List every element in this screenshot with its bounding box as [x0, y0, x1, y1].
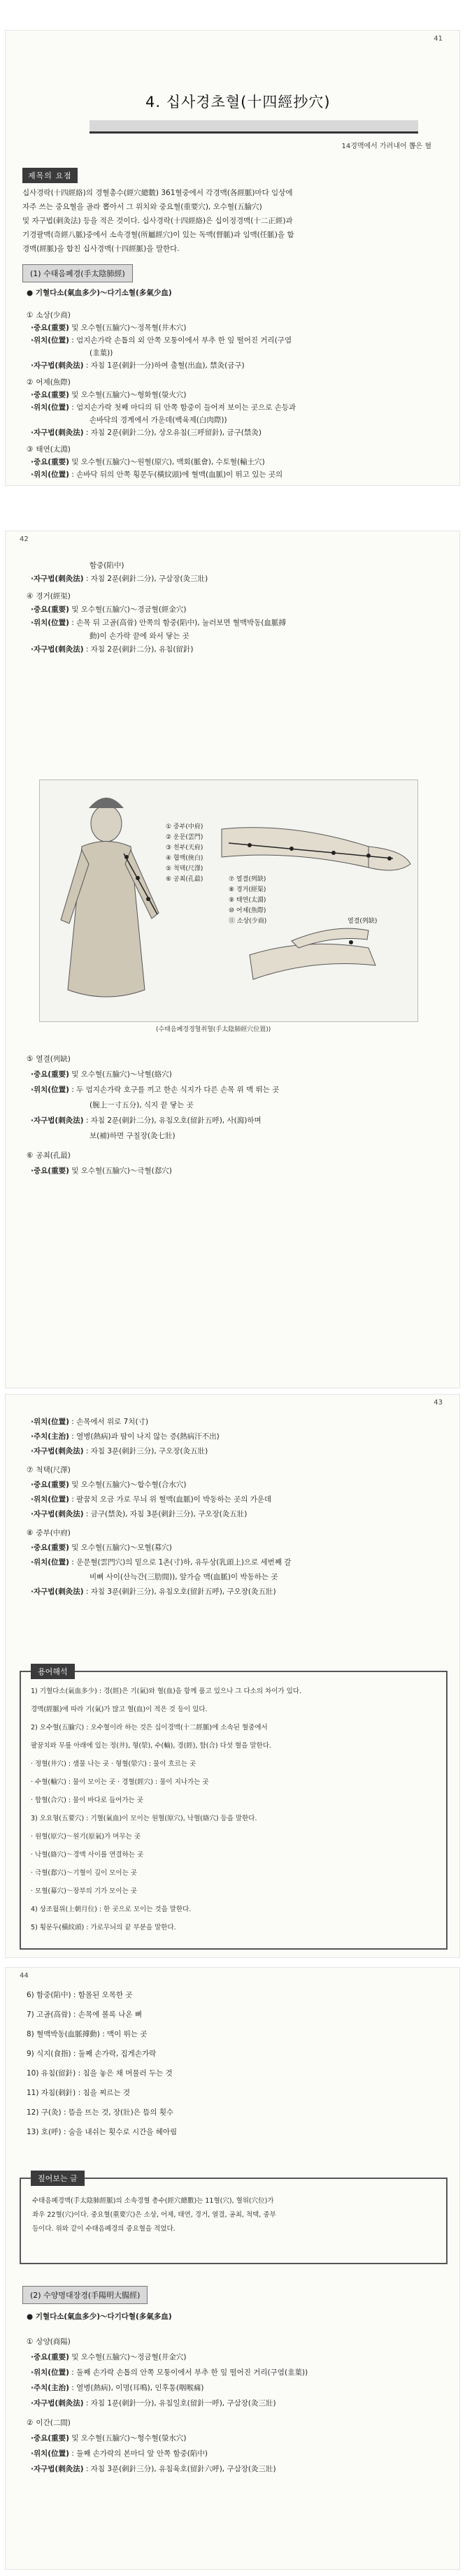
- legend-item: ⑤ 척택(尺澤): [166, 865, 203, 872]
- glossary-item: 5) 횡문두(橫紋頭) : 가로무늬의 끝 부분을 말한다.: [31, 1924, 176, 1931]
- acupoint-detail-cont: 動)이 손가락 끝에 와서 닿는 곳: [90, 632, 189, 640]
- figure-legend: [229, 875, 266, 927]
- detail-label: ·자구법(刺灸法): [31, 361, 84, 370]
- detail-label: ·중요(重要): [31, 1544, 69, 1552]
- point-number: ④: [27, 592, 34, 600]
- acupoint-detail: [31, 359, 245, 372]
- detail-text: : 엄지손가락 손톱의 외 안쪽 모퉁이에서 부추 한 잎 떨어진 거리(구염: [69, 336, 292, 345]
- acupoint-heading: [27, 2336, 71, 2348]
- acupoint-detail: [31, 2366, 308, 2379]
- acupoint-detail-cont: 손바닥의 경계에서 가운데(백육제(白肉際)): [90, 416, 227, 424]
- acupoint-detail: [31, 1493, 271, 1506]
- legend-item: ⑪ 소상(少商): [229, 918, 267, 925]
- detail-text: : 엄지손가락 첫째 마디의 뒤 안쪽 함중이 들어져 보이는 곳으로 손등과: [69, 403, 296, 412]
- legend-item: ⑧ 경거(經渠): [229, 886, 266, 893]
- chapter-title: 4. 십사경초혈(十四經抄穴): [145, 94, 331, 110]
- point-number: ③: [27, 445, 34, 454]
- detail-text: 및 오수혈(五腧穴)～합수혈(合水穴): [69, 1481, 187, 1489]
- detail-label: ·위치(位置): [31, 403, 69, 412]
- acupoint-detail: [31, 1585, 276, 1598]
- term-item: 11) 자침(刺針) : 침을 찌르는 것: [27, 2089, 131, 2097]
- page-4: [6, 1968, 459, 2569]
- detail-label: ·자구법(刺灸法): [31, 1510, 84, 1518]
- detail-label: ·중요(重要): [31, 1070, 69, 1079]
- detail-label: ·자구법(刺灸法): [31, 2399, 84, 2408]
- acupoint-name: 어제(魚際): [36, 378, 71, 387]
- glossary-item: 4) 상조월위(上朝月位) : 한 곳으로 모이는 것을 말한다.: [31, 1906, 192, 1913]
- acupoint-name: 공최(孔最): [36, 1151, 71, 1160]
- detail-text: 및 오수혈(五腧穴)～모혈(募穴): [69, 1544, 172, 1552]
- glossary-item: 2) 오수혈(五腧穴) : 오수혈이라 하는 것은 십이경맥(十二經脈)에 소속된 혈중에서: [31, 1724, 268, 1732]
- detail-label: ·주치(主治): [31, 2384, 69, 2392]
- detail-text: 및 오수혈(五腧穴)～원혈(原穴), 맥회(脈會), 수토혈(輸土穴): [69, 458, 265, 466]
- detail-text: : 운문혈(雲門穴)의 밑으로 1촌(寸)하, 유두상(乳頭上)으로 세번째 갈: [69, 1558, 292, 1567]
- legend-item: ① 중부(中府): [166, 823, 203, 830]
- legend-item: ⑦ 열결(列缺): [229, 876, 266, 883]
- acupoint-detail: [31, 456, 265, 468]
- detail-label: ·위치(位置): [31, 1418, 69, 1426]
- acupoint-heading: [27, 2417, 71, 2429]
- detail-text: : 자침 2푼(刺針二分), 상오유침(三呼留針), 금구(禁灸): [83, 429, 262, 437]
- acupoint-heading: [27, 443, 71, 456]
- detail-label: ·주치(主治): [31, 1432, 69, 1441]
- figure-legend: [166, 822, 203, 885]
- summary-line: 십사경락(十四經絡)의 경혈총수(經穴總數) 361혈중에서 각경맥(各經脈)마다 임상에: [22, 189, 293, 197]
- detail-label: ·중요(重要): [31, 1481, 69, 1489]
- page-3: [6, 1395, 459, 1957]
- legend-item: ② 운문(雲門): [166, 834, 203, 841]
- glossary-item: 1) 기혈다소(氣血多少) : 경(經)은 기(氣)와 혈(血)을 함께 품고 있으나 그 다소의 차이가 있다.: [31, 1688, 301, 1695]
- summary-label: 제목의 요점: [22, 168, 78, 183]
- detail-text: 및 오수혈(五腧穴)～낙혈(絡穴): [69, 1070, 172, 1079]
- detail-label: ·자구법(刺灸法): [31, 2465, 84, 2473]
- detail-label: ·자구법(刺灸法): [31, 1116, 84, 1125]
- acupoint-detail: [31, 1478, 186, 1491]
- term-item: 12) 구(灸) : 뜸을 뜨는 것, 장(壯)은 뜸의 횟수: [27, 2108, 174, 2117]
- acupoint-detail-cont: 함중(陷中): [90, 561, 124, 570]
- detail-label: ·위치(位置): [31, 470, 69, 479]
- detail-text: : 금구(禁灸), 자침 3푼(刺針三分), 구오장(灸五壯): [83, 1510, 248, 1518]
- detail-label: ·위치(位置): [31, 619, 69, 627]
- glossary-item: · 정혈(井穴) : 샘물 나는 곳 · 형혈(滎穴) : 물이 흐르는 곳: [31, 1760, 196, 1768]
- page-number: 43: [434, 1399, 443, 1406]
- page-number: 44: [20, 1972, 29, 1980]
- point-number: ⑥: [27, 1151, 34, 1160]
- detail-text: : 손바닥 뒤의 안쪽 횡문두(橫紋頭)에 혈맥(血脈)이 뛰고 있는 곳의: [69, 470, 283, 479]
- acupoint-heading: [27, 1464, 71, 1476]
- large-intestine-title: (2) 수양명대장경(手陽明大腸經): [22, 2286, 148, 2304]
- detail-text: : 자침 2푼(刺針二分), 유침(留針): [83, 645, 194, 654]
- glossary-item: · 수혈(輸穴) : 물이 모이는 곳 · 경혈(經穴) : 물이 지나가는 곳: [31, 1778, 209, 1786]
- legend-item: ⑩ 어제(魚際): [229, 907, 266, 914]
- detail-text: : 둘째 손가락 손톱의 안쪽 모퉁이에서 부추 한 잎 떨어진 거리(구염(韭葉)): [69, 2368, 308, 2377]
- detail-label: ·위치(位置): [31, 1558, 69, 1567]
- term-item: 10) 유침(留針) : 침을 놓은 채 머물러 두는 것: [27, 2069, 173, 2078]
- detail-text: : 열병(熱病)과 땀이 나지 않는 증(熱病汗不出): [69, 1432, 220, 1441]
- acupoint-detail: [31, 1416, 148, 1428]
- acupoint-detail: [31, 1445, 208, 1458]
- acupoint-name: 소상(少商): [36, 311, 71, 319]
- detail-text: : 손목 뒤 고골(高骨) 안쪽의 함중(陷中), 눌러보면 혈맥박동(血脈搏: [69, 619, 287, 627]
- detail-text: : 자침 2푼(刺針二分), 구삼장(灸三壯): [83, 575, 208, 583]
- summary-line: 경맥(經脈)을 합친 십사경맥(十四經脈)을 말한다.: [22, 245, 180, 253]
- meridian-figure: [39, 779, 418, 1022]
- detail-label: ·위치(位置): [31, 1495, 69, 1504]
- detail-label: ·중요(重要): [31, 458, 69, 466]
- acupoint-detail: [31, 2397, 276, 2410]
- detail-label: ·위치(位置): [31, 2368, 69, 2377]
- detail-label: ·중요(重要): [31, 1167, 69, 1175]
- page-number: 42: [20, 535, 29, 543]
- hand-label: 열결(列缺): [348, 918, 378, 925]
- page-1: [6, 31, 459, 485]
- detail-label: ·위치(位置): [31, 1086, 69, 1094]
- detail-label: ·위치(位置): [31, 336, 69, 345]
- detail-text: 및 오수혈(五腧穴)～정금혈(井金穴): [69, 2353, 187, 2361]
- term-item: 7) 고골(高骨) : 손목에 볼록 나온 뼈: [27, 2010, 142, 2019]
- acupoint-name: 경거(經渠): [36, 592, 71, 600]
- detail-text: 및 오수혈(五腧穴)～경금혈(經金穴): [69, 605, 187, 614]
- detail-text: : 두 엄지손가락 호구를 끼고 한손 식지가 다른 손목 위 맥 뛰는 곳: [69, 1086, 280, 1094]
- detail-text: : 자침 3푼(刺針三分), 유침오호(留針五呼), 구오장(灸五壯): [83, 1588, 276, 1596]
- acupoint-detail: [31, 1165, 172, 1177]
- detail-label: ·자구법(刺灸法): [31, 575, 84, 583]
- detail-text: : 자침 1푼(刺針一分), 유침일호(留針一呼), 구삼장(灸三壯): [83, 2399, 276, 2408]
- legend-item: ③ 천부(天府): [166, 844, 203, 851]
- point-number: ⑤: [27, 1055, 34, 1063]
- acupoint-heading: [27, 1527, 71, 1539]
- legend-item: ⑨ 태연(太淵): [229, 897, 266, 904]
- acupoint-detail: [31, 1541, 172, 1554]
- acupoint-name: 척택(尺澤): [36, 1466, 71, 1474]
- acupoint-detail: [31, 2351, 186, 2363]
- glossary-item: · 모혈(募穴)～장부의 기가 모이는 곳: [31, 1887, 137, 1895]
- acupoint-detail-cont: (韭葉)): [90, 349, 113, 357]
- point-number: ①: [27, 311, 34, 319]
- acupoint-detail: [31, 1068, 172, 1081]
- detail-text: : 열병(熱病), 이명(耳鳴), 인후통(咽喉痛): [69, 2384, 204, 2392]
- detail-text: : 자침 2푼(刺針二分), 유침오호(留針五呼), 사(瀉)하며: [83, 1116, 262, 1125]
- legend-item: ④ 협백(俠白): [166, 855, 203, 862]
- detail-text: 및 오수혈(五腧穴)～극혈(郄穴): [69, 1167, 172, 1175]
- summary-line: 및 자구법(刺灸法) 등을 적은 것이다. 십사경락(十四經絡)은 십이정경맥(十二正經)과: [22, 217, 293, 225]
- acupoint-detail: [31, 1084, 279, 1096]
- acupoint-heading: [27, 1053, 71, 1065]
- term-item: 13) 호(呼) : 숨을 내쉬는 횟수로 시간을 헤아림: [27, 2128, 178, 2136]
- point-note-box: [20, 2174, 448, 2264]
- detail-text: : 둘째 손가락의 본마디 앞 안쪽 함중(陷中): [69, 2449, 208, 2458]
- acupoint-detail: [31, 603, 186, 616]
- acupoint-detail: [31, 1114, 262, 1127]
- acupoint-detail: [31, 2382, 204, 2394]
- point-note-label: 짚어보는 글: [31, 2171, 85, 2186]
- detail-label: ·자구법(刺灸法): [31, 645, 84, 654]
- acupoint-name: 태연(太淵): [36, 445, 71, 454]
- point-number: ②: [27, 2419, 34, 2427]
- glossary-box: [20, 1667, 448, 1950]
- acupoint-detail: [31, 1508, 247, 1520]
- point-number: ⑦: [27, 1466, 34, 1474]
- acupoint-heading: [27, 1149, 71, 1162]
- lung-meridian-title: (1) 수태음폐경(手太陰肺經): [22, 264, 133, 282]
- summary-line: 자주 쓰는 중요혈을 골라 뽑아서 그 위치와 중요혈(重要穴), 오수혈(五腧穴): [22, 203, 262, 211]
- detail-label: ·중요(重要): [31, 605, 69, 614]
- detail-label: ·자구법(刺灸法): [31, 1588, 84, 1596]
- term-item: 9) 식지(食指) : 둘째 손가락, 집게손가락: [27, 2050, 157, 2058]
- detail-label: ·자구법(刺灸法): [31, 429, 84, 437]
- acupoint-detail-cont: 보(補)하면 구칠장(灸七壯): [90, 1132, 176, 1140]
- acupoint-detail: [31, 2447, 208, 2460]
- acupoint-detail-cont: (腕上一寸五分), 식지 끝 닿는 곳: [90, 1101, 194, 1109]
- acupoint-name: 중부(中府): [36, 1529, 71, 1537]
- detail-text: 및 오수혈(五腧穴)～형수혈(滎水穴): [69, 2434, 187, 2442]
- acupoint-detail: [31, 617, 286, 629]
- detail-text: 및 오수혈(五腧穴)～정목혈(井木穴): [69, 324, 187, 332]
- acupoint-detail: [31, 2463, 276, 2475]
- figure-caption: (수태음폐경경혈취혈(手太陰肺經穴位置)): [156, 1026, 271, 1033]
- acupoint-detail: [31, 1556, 291, 1569]
- acupoint-detail: [31, 468, 282, 481]
- detail-text: : 자침 1푼(刺針一分)하여 출혈(出血), 禁灸(금구): [83, 361, 245, 370]
- large-intestine-qi-blood: ● 기혈다소(氣血多少)～다기다혈(多氣多血): [27, 2312, 172, 2321]
- glossary-label: 용어해석: [31, 1664, 75, 1679]
- acupoint-detail: [31, 334, 292, 347]
- term-item: 8) 혈맥박동(血脈搏動) : 맥이 뛰는 곳: [27, 2030, 148, 2038]
- acupoint-detail: [31, 426, 262, 439]
- page-2: [6, 531, 459, 1388]
- detail-text: : 자침 3푼(刺針三分), 구오장(灸五壯): [83, 1447, 208, 1455]
- acupoint-detail: [31, 1430, 220, 1443]
- acupoint-detail: [31, 322, 186, 334]
- acupoint-detail: [31, 573, 208, 585]
- acupoint-name: 이간(二間): [36, 2419, 71, 2427]
- acupoint-detail-cont: 비뼈 사이(산늑간(三肋間)), 앞가슴 맥(血脈)이 박동하는 곳: [90, 1573, 278, 1581]
- point-number: ②: [27, 378, 34, 387]
- detail-label: ·위치(位置): [31, 2449, 69, 2458]
- detail-label: ·중요(重要): [31, 2353, 69, 2361]
- acupoint-name: 열결(列缺): [36, 1055, 71, 1063]
- detail-text: : 손목에서 위로 7치(寸): [69, 1418, 149, 1426]
- point-number: ①: [27, 2338, 34, 2346]
- acupoint-detail: [31, 643, 194, 656]
- detail-label: ·자구법(刺灸法): [31, 1447, 84, 1455]
- detail-text: : 자침 3푼(刺針三分), 유침육호(留針六呼), 구삼장(灸三壯): [83, 2465, 276, 2473]
- acupoint-detail: [31, 401, 296, 414]
- acupoint-heading: [27, 590, 71, 603]
- point-note-line: 수태음폐경맥(手太陰肺經脈)의 소속경혈 총수(經穴總數)는 11혈(穴), 혈위(穴位)가: [32, 2197, 274, 2205]
- point-number: ⑧: [27, 1529, 34, 1537]
- term-item: 6) 함중(陷中) : 함몰된 오목한 곳: [27, 1991, 133, 1999]
- point-note-line: 좌우 22혈(穴)이다. 중요혈(重要穴)은 소상, 어제, 태연, 경거, 열결, 공최, 척택, 중부: [32, 2211, 276, 2219]
- detail-label: ·중요(重要): [31, 2434, 69, 2442]
- glossary-item: · 낙혈(絡穴)～경맥 사이를 연결하는 곳: [31, 1851, 144, 1859]
- glossary-item: · 합혈(合穴) : 물이 바다로 들어가는 곳: [31, 1797, 143, 1804]
- detail-label: ·중요(重要): [31, 324, 69, 332]
- acupoint-heading: [27, 309, 71, 322]
- glossary-item: 경맥(經脈)에 따라 기(氣)가 많고 혈(血)이 적은 것 등이 있다.: [31, 1706, 208, 1713]
- legend-item: ⑥ 공최(孔最): [166, 876, 203, 883]
- glossary-item: 3) 오요형(五要穴) : 기혈(氣血)이 모이는 원혈(原穴), 낙혈(絡穴) 등을 말한다.: [31, 1815, 257, 1822]
- acupoint-heading: [27, 376, 71, 389]
- glossary-item: · 원혈(原穴)～원기(原氣)가 머무는 곳: [31, 1833, 141, 1841]
- glossary-item: · 극혈(郄穴)～기혈이 깊이 모이는 곳: [31, 1869, 137, 1877]
- lung-qi-blood: ● 기혈다소(氣血多少)～다기소혈(多氣少血): [27, 289, 172, 297]
- acupoint-name: 상양(商陽): [36, 2338, 71, 2346]
- glossary-item: 팔꿈치와 무릎 아래에 있는 정(井), 형(滎), 수(輸), 경(經), 합(合) 다섯 혈을 말한다.: [31, 1742, 271, 1750]
- chapter-title-bar: [90, 120, 418, 134]
- acupoint-detail: [31, 389, 186, 401]
- page-number: 41: [434, 35, 443, 43]
- summary-line: 기경팔맥(奇經八脈)중에서 소속경혈(所屬經穴)이 있는 독맥(督脈)과 임맥(任脈)을 합: [22, 231, 294, 239]
- acupoint-detail: [31, 2432, 186, 2445]
- detail-text: : 팔꿈치 오금 가로 무늬 위 혈맥(血脈)이 박동하는 곳의 가운데: [69, 1495, 272, 1504]
- detail-label: ·중요(重要): [31, 391, 69, 399]
- detail-text: 및 오수혈(五腧穴)～형화혈(滎火穴): [69, 391, 187, 399]
- summary-text: [22, 186, 442, 256]
- chapter-subtitle: 14경맥에서 가려내어 뽑은 혈: [341, 143, 431, 150]
- point-note-line: 등이다. 위와 같이 수태음폐경의 중요혈을 적었다.: [32, 2225, 176, 2233]
